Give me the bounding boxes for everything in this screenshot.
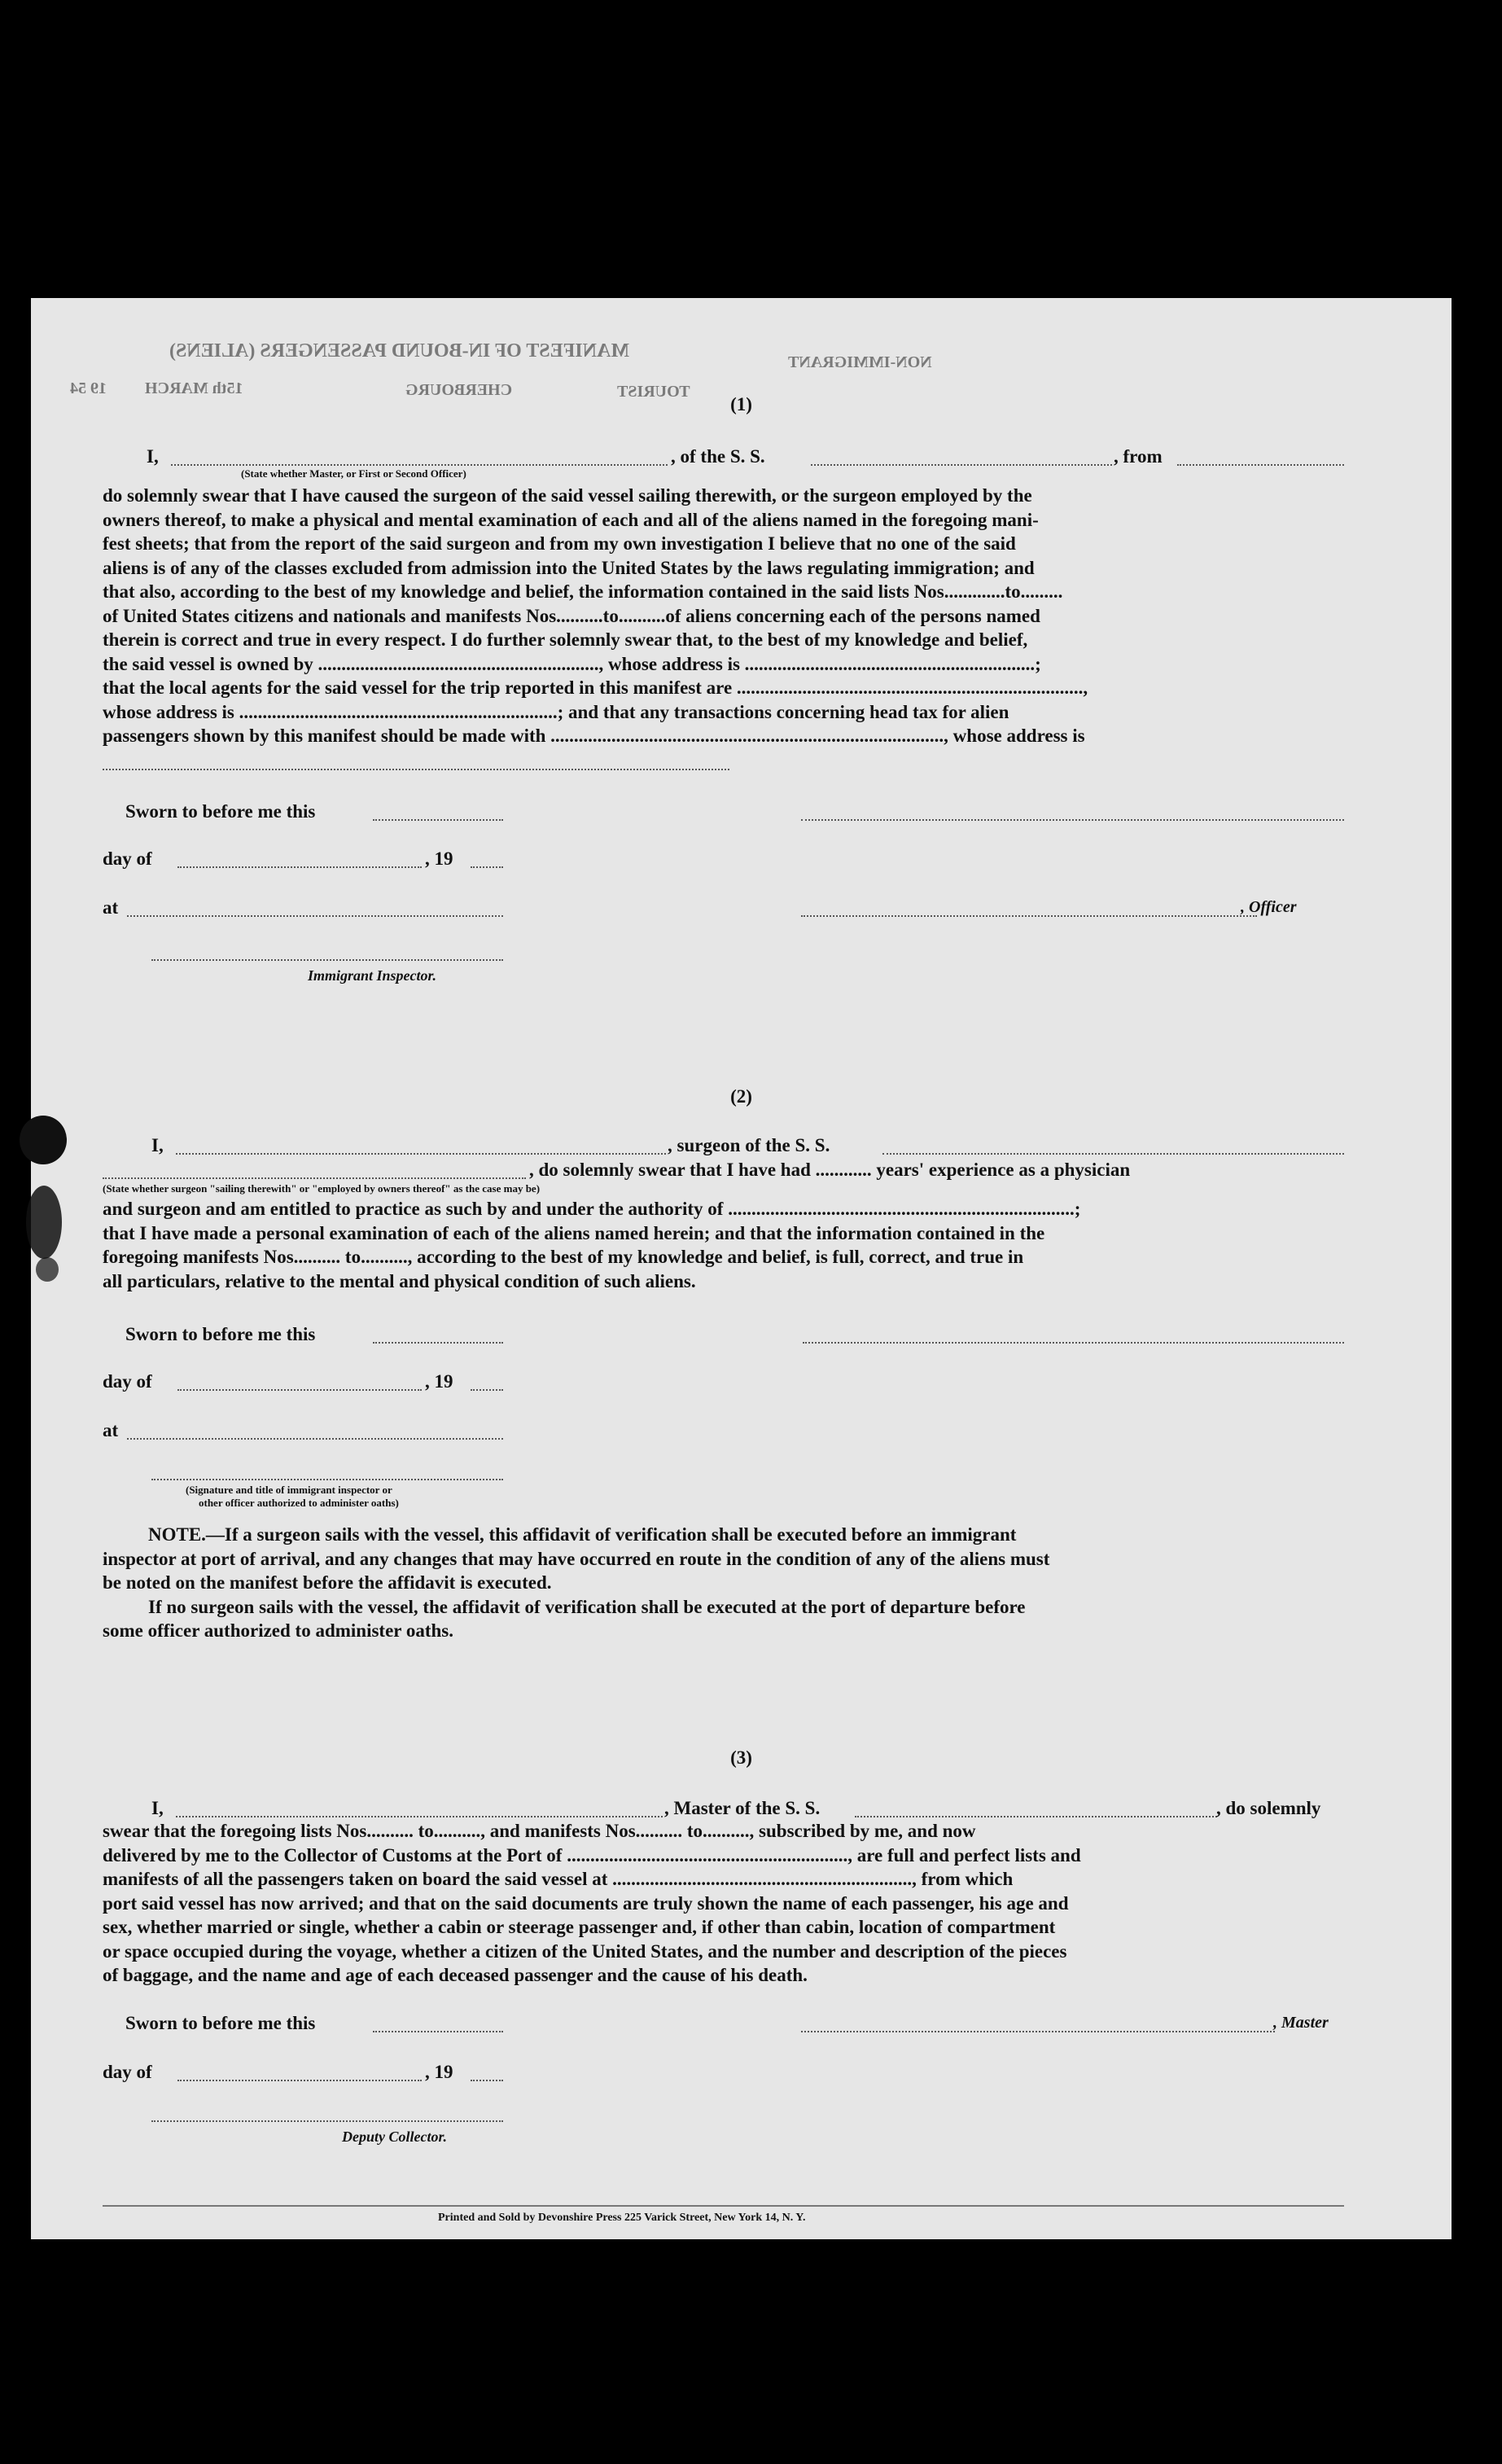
punch-hole [1374, 2361, 1417, 2404]
ink-stain [26, 1186, 62, 1259]
year-19-label: , 19 [425, 848, 453, 869]
oath-line: that the local agents for the said vessel for the trip reported in this manifest are .........................................................................., [103, 677, 1088, 698]
note-line: be noted on the manifest before the affidavit is executed. [103, 1572, 552, 1593]
agent-address-field[interactable] [103, 769, 729, 770]
immigrant-inspector-label: Immigrant Inspector. [308, 967, 437, 984]
at-place-field[interactable] [127, 1438, 503, 1440]
inspector-signature-field[interactable] [151, 1479, 503, 1480]
surgeon-state-note: (State whether surgeon "sailing therewith" or "employed by owners thereof" as the case may be) [103, 1182, 541, 1195]
oath-i-label: I, [151, 1135, 164, 1155]
oath-line: fest sheets; that from the report of the said surgeon and from my own investigation I believe that no one of the said [103, 533, 1016, 554]
oath-line: passengers shown by this manifest should be made with ...................................................................................., whose address is [103, 726, 1085, 746]
surgeon-line: all particulars, relative to the mental and physical condition of such aliens. [103, 1270, 696, 1291]
oath-i-label: I, [147, 446, 159, 467]
master-paragraph [103, 1819, 1344, 1988]
deputy-collector-label: Deputy Collector. [342, 2129, 447, 2145]
surgeon-name-field[interactable] [176, 1153, 666, 1155]
master-line: or space occupied during the voyage, whether a citizen of the United States, and the number and description of the pieces [103, 1940, 1067, 1962]
master-of-label: , Master of the S. S. [664, 1798, 821, 1818]
oath-line: whose address is ....................................................................; and that any transactions concerning head tax for alien [103, 701, 1009, 722]
day-of-label: day of [103, 2062, 152, 2082]
sworn-date-field[interactable] [373, 1342, 503, 1344]
year-field[interactable] [471, 1389, 503, 1391]
sworn-label: Sworn to before me this [125, 2013, 316, 2033]
day-of-field[interactable] [177, 1389, 422, 1391]
master-line: delivered by me to the Collector of Customs at the Port of ............................................................, are full and perfect lists and [103, 1844, 1081, 1866]
officer-label: , Officer [1241, 898, 1297, 916]
section-3-heading: (3) [730, 1747, 752, 1768]
oath-paragraph-1 [103, 484, 1344, 748]
sworn-date-field[interactable] [373, 819, 503, 821]
vessel-name-field[interactable] [811, 464, 1112, 466]
state-officer-note: (State whether Master, or First or Second Officer) [241, 467, 466, 480]
ink-stain [20, 1116, 67, 1164]
collector-signature-field[interactable] [151, 2120, 503, 2122]
oath-line: owners thereof, to make a physical and mental examination of each and all of the aliens named in the foregoing mani- [103, 509, 1039, 530]
ink-stain [36, 1257, 59, 1282]
surgeon-oath-line: , do solemnly swear that I have had ............ years' experience as a physician [529, 1160, 1131, 1180]
oath-i-label: I, [151, 1798, 164, 1818]
signature-note: (Signature and title of immigrant inspector or [186, 1484, 392, 1496]
day-of-label: day of [103, 848, 152, 869]
section-1-heading: (1) [730, 394, 752, 414]
sworn-label: Sworn to before me this [125, 801, 316, 822]
bleed-through-date: 15th MARCH [145, 379, 243, 397]
oath-line: the said vessel is owned by ............................................................, whose address is ..............................................................; [103, 653, 1041, 674]
note-line: NOTE.—If a surgeon sails with the vessel, this affidavit of verification shall be executed before an immigrant [148, 1524, 1017, 1545]
printer-credit: Printed and Sold by Devonshire Press 225 Varick Street, New York 14, N. Y. [438, 2212, 806, 2224]
bleed-through-title: MANIFEST OF IN-BOUND PASSENGERS (ALIENS) [169, 340, 629, 362]
of-the-ss-label: , of the S. S. [671, 446, 765, 467]
day-of-field[interactable] [177, 866, 422, 868]
year-field[interactable] [471, 2080, 503, 2081]
at-label: at [103, 1420, 119, 1440]
master-label: , Master [1273, 2014, 1329, 2032]
year-field[interactable] [471, 866, 503, 868]
surgeon-paragraph [103, 1197, 1344, 1293]
surgeon-signature-field[interactable] [803, 1342, 1344, 1344]
oath-line: that also, according to the best of my knowledge and belief, the information contained in the said lists Nos.............to......... [103, 581, 1063, 602]
note-paragraph [103, 1523, 1344, 1643]
day-of-label: day of [103, 1371, 152, 1392]
bleed-through-year: 19 54 [70, 379, 107, 397]
day-of-field[interactable] [177, 2080, 422, 2081]
note-line: If no surgeon sails with the vessel, the affidavit of verification shall be executed at the port of departure before [148, 1596, 1026, 1617]
sworn-date-field[interactable] [373, 2031, 503, 2032]
surgeon-line: and surgeon and am entitled to practice as such by and under the authority of ..........................................................................; [103, 1199, 1081, 1219]
oath-line: therein is correct and true in every respect. I do further solemnly swear that, to the best of my knowledge and belief, [103, 629, 1028, 650]
master-line: manifests of all the passengers taken on board the said vessel at ................................................................, from which [103, 1869, 1014, 1889]
from-label: , from [1114, 446, 1163, 467]
manifest-page [31, 298, 1452, 2239]
bleed-through-port: CHERBOURG [405, 381, 513, 399]
officer-name-field[interactable] [171, 464, 668, 466]
note-line: some officer authorized to administer oaths. [103, 1620, 453, 1641]
master-signature-field[interactable] [801, 2031, 1275, 2032]
surgeon-line: that I have made a personal examination of each of the aliens named herein; and that the information contained in the [103, 1222, 1045, 1243]
surgeon-line: foregoing manifests Nos.......... to.........., according to the best of my knowledge and belief, is full, correct, and true in [103, 1247, 1024, 1267]
at-place-field[interactable] [127, 915, 503, 917]
officer-signature-field[interactable] [801, 819, 1344, 821]
surgeon-of-label: , surgeon of the S. S. [668, 1135, 830, 1155]
bleed-through-class: TOURIST [617, 383, 690, 401]
oath-line: of United States citizens and nationals and manifests Nos..........to..........of aliens concerning each of the persons named [103, 605, 1040, 626]
signature-note: other officer authorized to administer oaths) [199, 1497, 399, 1509]
do-solemnly-label: , do solemnly [1216, 1798, 1321, 1818]
surgeon-status-field[interactable] [103, 1177, 526, 1179]
section-2-heading: (2) [730, 1086, 752, 1107]
master-name-field[interactable] [176, 1816, 663, 1817]
master-line: sex, whether married or single, whether a cabin or steerage passenger and, if other than cabin, location of compartment [103, 1917, 1056, 1937]
footer-rule [103, 2205, 1344, 2207]
oath-line: aliens is of any of the classes excluded from admission into the United States by the laws regulating immigration; and [103, 557, 1035, 578]
master-line: swear that the foregoing lists Nos.......... to.........., and manifests Nos.......... to.........., subscribed by me, and now [103, 1821, 976, 1841]
year-19-label: , 19 [425, 1371, 453, 1392]
master-vessel-field[interactable] [855, 1816, 1217, 1817]
officer-title-field[interactable] [801, 915, 1257, 917]
master-line: of baggage, and the name and age of each deceased passenger and the cause of his death. [103, 1965, 808, 1985]
year-19-label: , 19 [425, 2062, 453, 2082]
note-line: inspector at port of arrival, and any changes that may have occurred en route in the condition of any of the aliens must [103, 1548, 1050, 1569]
bleed-through-non-immigrant: NON-IMMIGRANT [788, 353, 932, 371]
master-line: port said vessel has now arrived; and that on the said documents are truly shown the name of each passenger, his age and [103, 1892, 1069, 1914]
oath-line: do solemnly swear that I have caused the surgeon of the said vessel sailing therewith, or the surgeon employed by the [103, 485, 1032, 506]
sworn-label: Sworn to before me this [125, 1324, 316, 1344]
inspector-signature-field[interactable] [151, 959, 503, 961]
at-label: at [103, 897, 119, 918]
surgeon-vessel-field[interactable] [882, 1153, 1344, 1155]
from-port-field[interactable] [1177, 464, 1344, 466]
